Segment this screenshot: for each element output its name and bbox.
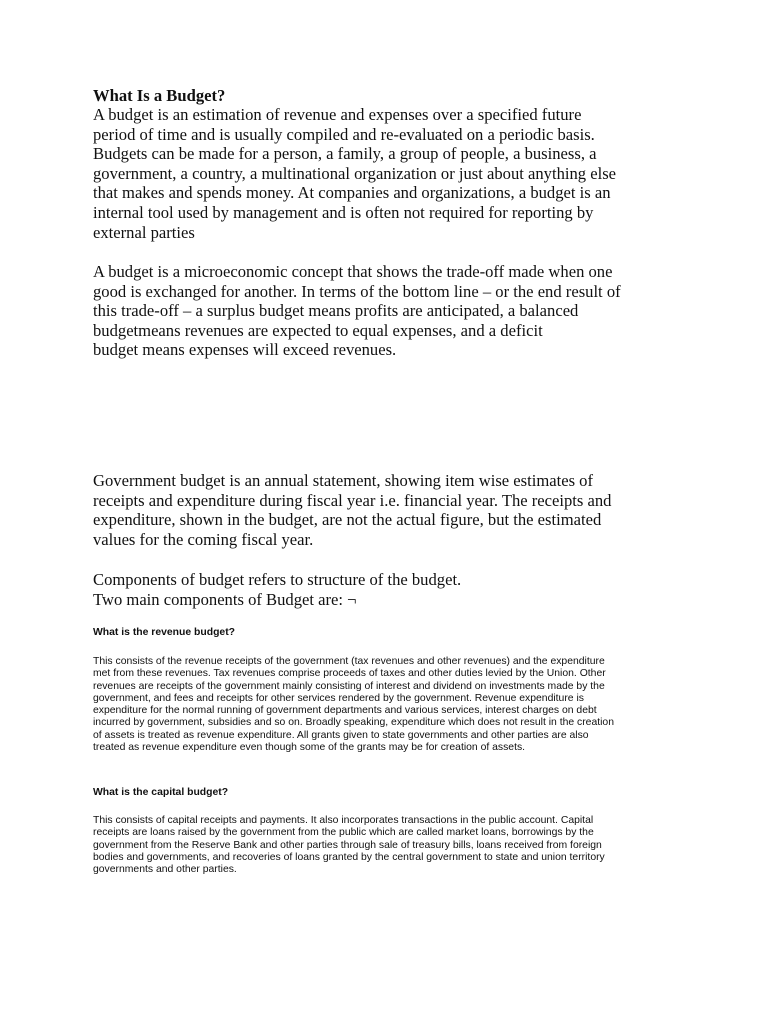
paragraph-line: Budgets can be made for a person, a family, a group of people, a business, a bbox=[93, 144, 597, 164]
paragraph-line: This consists of the revenue receipts of the government (tax revenues and other revenues) and the expenditure bbox=[93, 656, 605, 667]
government-budget-paragraph bbox=[93, 471, 678, 549]
paragraph-line: expenditure for the normal running of government departments and various services, interest charges on debt bbox=[93, 705, 597, 717]
paragraph-line: met from these revenues. Tax revenues comprise proceeds of taxes and other duties levied by the Union. Other bbox=[93, 668, 606, 680]
intro-paragraph bbox=[93, 105, 678, 242]
paragraph-line: incurred by government, subsidies and so on. Broadly speaking, expenditure which does not result in the creation bbox=[93, 717, 614, 729]
paragraph-line: A budget is a microeconomic concept that shows the trade-off made when one bbox=[93, 262, 613, 281]
paragraph-line: government, a country, a multinational organization or just about anything else bbox=[93, 163, 617, 183]
paragraph-line: that makes and spends money. At companies and organizations, a budget is an bbox=[93, 183, 611, 203]
paragraph-line: governments and other parties. bbox=[93, 864, 237, 876]
paragraph-line: government, and fees and receipts for other services rendered by the government. Revenue expenditure is bbox=[93, 692, 584, 704]
paragraph-line: This consists of capital receipts and payments. It also incorporates transactions in the public account. Capital bbox=[93, 815, 594, 826]
paragraph-line: of assets is treated as revenue expenditure. All grants given to state governments and other parties are also bbox=[93, 729, 589, 741]
paragraph-line: period of time and is usually compiled and re-evaluated on a periodic basis. bbox=[93, 124, 595, 144]
paragraph-line: bodies and governments, and recoveries of loans granted by the central government to state and union territory bbox=[93, 851, 605, 863]
paragraph-line: receipts are loans raised by the government from the public which are called market loans, borrowings by the bbox=[93, 827, 594, 839]
paragraph-line: this trade-off – a surplus budget means profits are anticipated, a balanced bbox=[93, 301, 579, 321]
paragraph-line: good is exchanged for another. In terms of the bottom line – or the end result of bbox=[93, 281, 621, 301]
paragraph-line: revenues are receipts of the government mainly consisting of interest and dividend on investments made by the bbox=[93, 680, 605, 692]
paragraph-line: Government budget is an annual statement, showing item wise estimates of bbox=[93, 471, 594, 490]
revenue-budget-heading: What is the revenue budget? bbox=[93, 627, 236, 638]
paragraph-line: expenditure, shown in the budget, are not the actual figure, but the estimated bbox=[93, 510, 602, 530]
paragraph-line: values for the coming fiscal year. bbox=[93, 529, 314, 549]
paragraph-line: budgetmeans revenues are expected to equal expenses, and a deficit bbox=[93, 320, 543, 340]
paragraph-line: receipts and expenditure during fiscal year i.e. financial year. The receipts and bbox=[93, 490, 612, 510]
paragraph-line: A budget is an estimation of revenue and expenses over a specified future bbox=[93, 105, 582, 124]
paragraph-line: internal tool used by management and is often not required for reporting by bbox=[93, 202, 594, 222]
paragraph-line: government from the Reserve Bank and other parties through sale of treasury bills, loans received from foreign bbox=[93, 839, 602, 851]
page-title: What Is a Budget? bbox=[93, 86, 226, 105]
components-paragraph bbox=[93, 570, 678, 609]
paragraph-line: treated as revenue expenditure even though some of the grants may be for creation of assets. bbox=[93, 742, 526, 754]
paragraph-line: external parties bbox=[93, 222, 195, 242]
capital-budget-paragraph bbox=[93, 815, 683, 876]
microeconomic-paragraph bbox=[93, 262, 678, 360]
paragraph-line: Two main components of Budget are: ¬ bbox=[93, 589, 357, 609]
revenue-budget-paragraph bbox=[93, 656, 683, 754]
paragraph-line: Components of budget refers to structure of the budget. bbox=[93, 570, 462, 589]
paragraph-line: budget means expenses will exceed revenues. bbox=[93, 340, 397, 360]
capital-budget-heading: What is the capital budget? bbox=[93, 787, 229, 798]
